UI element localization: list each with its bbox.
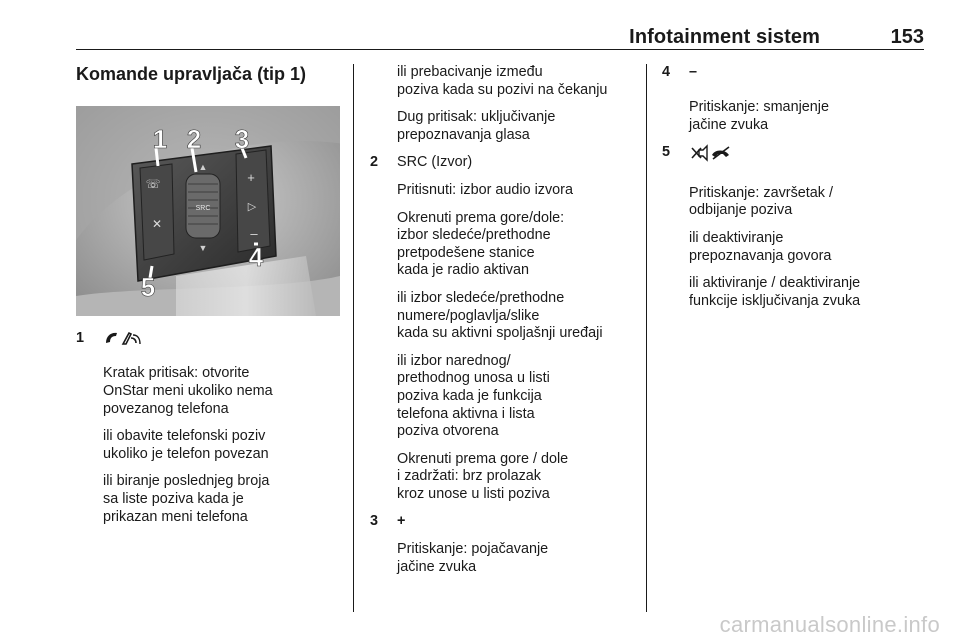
- item-2-text-4: ili izbor narednog/ prethodnog unosa u listi poziva kada je funkcija telefona aktivna i lista poziva otvorena: [397, 352, 550, 440]
- item-2-text-3: ili izbor sledeće/prethodne numere/poglavlja/slike kada su aktivni spoljašnji uređaji: [397, 289, 603, 342]
- callout-1: 1: [152, 124, 168, 154]
- item-1-number: 1: [76, 330, 85, 346]
- item-5: [662, 144, 924, 310]
- item-4-text-1: Pritiskanje: smanjenje jačine zvuka: [689, 99, 829, 133]
- item-1-text-2: ili obavite telefonski poziv ukoliko je telefon povezan: [103, 428, 269, 462]
- item-1: [76, 330, 346, 526]
- item-3-text-1: Pritiskanje: pojačavanje jačine zvuka: [397, 541, 549, 575]
- item-1-continued-text-1: ili prebacivanje između poziva kada su pozivi na čekanju: [397, 64, 608, 98]
- page-header-title: Infotainment sistem: [629, 26, 820, 48]
- item-1-continued-text-2: Dug pritisak: uključivanje prepoznavanja glasa: [397, 109, 556, 143]
- item-2-text-2: Okrenuti prema gore/dole: izbor sledeće/prethodne pretpodešene stanice kada je radio aktivan: [397, 209, 565, 279]
- svg-text:☏: ☏: [145, 177, 161, 191]
- steering-controls-illustration: [76, 106, 340, 316]
- item-5-number: 5: [662, 144, 671, 161]
- header-rule: [76, 49, 924, 50]
- svg-text:✕: ✕: [151, 217, 163, 231]
- item-5-text-1: Pritiskanje: završetak / odbijanje poziva: [689, 184, 833, 219]
- item-3: [370, 513, 640, 576]
- callout-2: 2: [186, 124, 202, 154]
- item-2-label: SRC (Izvor): [397, 154, 473, 171]
- item-2-text-5: Okrenuti prema gore / dole i zadržati: brz prolazak kroz unose u listi poziva: [397, 450, 569, 502]
- item-3-number: 3: [370, 513, 379, 530]
- item-3-label: +: [397, 513, 406, 530]
- column-divider-1: [353, 64, 354, 612]
- item-1-text-3: ili biranje poslednjeg broja sa liste poziva kada je prikazan meni telefona: [103, 473, 270, 525]
- callout-4: 4: [248, 242, 264, 272]
- item-1-text-1: Kratak pritisak: otvorite OnStar meni ukoliko nema povezanog telefona: [103, 365, 273, 417]
- item-5-text-2: ili deaktiviranje prepoznavanja govora: [689, 229, 832, 264]
- item-4-label: –: [689, 64, 698, 80]
- svg-text:▼: ▼: [198, 243, 208, 253]
- svg-text:+: +: [247, 170, 255, 185]
- item-4: [662, 64, 924, 134]
- item-2-number: 2: [370, 154, 379, 171]
- column-divider-2: [646, 64, 647, 612]
- steering-controls-figure: [76, 106, 340, 316]
- svg-text:–: –: [250, 226, 258, 241]
- phone-voice-icon: [103, 330, 346, 348]
- svg-text:▲: ▲: [198, 162, 208, 172]
- item-2-text-1: Pritisnuti: izbor audio izvora: [397, 181, 573, 198]
- column-1: [76, 330, 346, 536]
- column-3: [662, 64, 924, 320]
- column-2: [370, 64, 640, 586]
- callout-5: 5: [140, 272, 156, 302]
- page-number: 153: [890, 26, 924, 48]
- section-title: Komande upravljača (tip 1): [76, 64, 307, 84]
- callout-3: 3: [234, 124, 250, 154]
- svg-text:SRC: SRC: [195, 205, 211, 212]
- mute-hangup-icon: [689, 144, 924, 168]
- item-2: [370, 154, 640, 503]
- item-4-number: 4: [662, 64, 671, 80]
- watermark: carmanualsonline.info: [719, 612, 940, 637]
- svg-text:▷: ▷: [247, 201, 257, 213]
- item-5-text-3: ili aktiviranje / deaktiviranje funkcije isključivanja zvuka: [689, 275, 861, 309]
